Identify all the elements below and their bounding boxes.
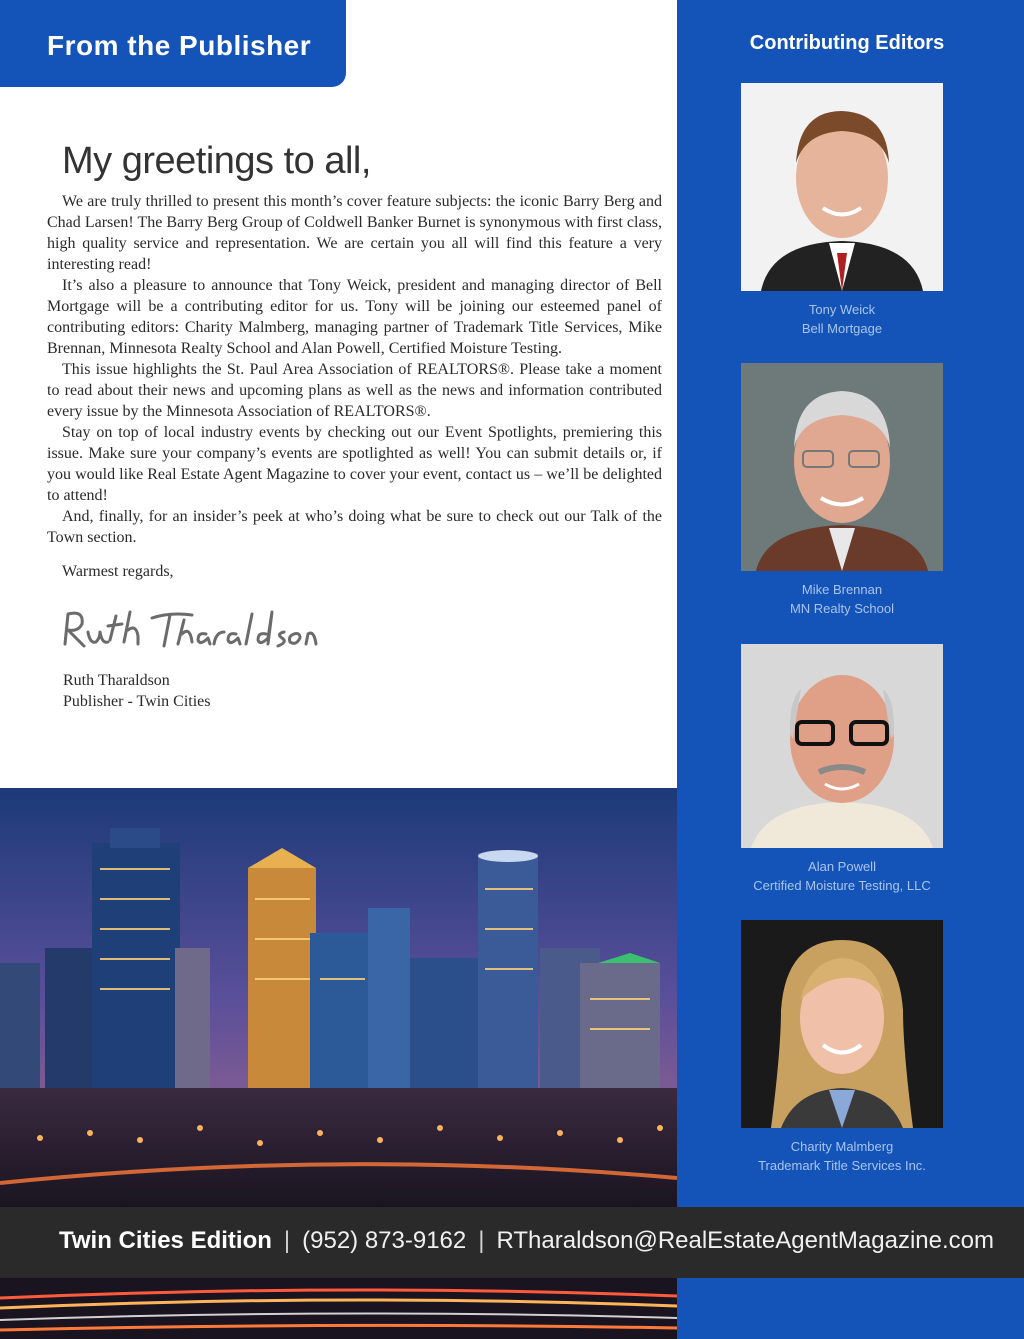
footer-contact-line [59, 1227, 994, 1255]
editor-company: Trademark Title Services Inc. [758, 1158, 926, 1173]
publisher-letter [47, 140, 662, 582]
footer-email[interactable]: RTharaldson@RealEstateAgentMagazine.com [496, 1227, 995, 1254]
editor-company: Certified Moisture Testing, LLC [753, 878, 931, 893]
editor-name: Charity Malmberg [790, 1139, 894, 1154]
footer-separator: | [283, 1227, 291, 1254]
contributing-editors-sidebar [677, 0, 1024, 1339]
editor-photo [741, 83, 943, 291]
highway-photo-strip [0, 1278, 677, 1339]
editor-name: Alan Powell [808, 859, 876, 874]
publisher-title: Publisher - Twin Cities [63, 693, 211, 710]
section-title: From the Publisher [47, 30, 312, 61]
letter-paragraph: We are truly thrilled to present this month’s cover feature subjects: the iconic Barry Berg and Chad Larsen! The Barry Berg Group of Coldwell Banker Burnet is synonymous with first class, high quality service and representation. We are certain you all will find this feature a very interesting read! [47, 193, 662, 273]
letter-greeting: My greetings to all, [62, 140, 371, 182]
city-skyline-photo [0, 788, 677, 1208]
editor-photo [741, 363, 943, 571]
footer-separator: | [478, 1227, 485, 1254]
letter-paragraph: It’s also a pleasure to announce that Tony Weick, president and managing director of Bell Mortgage will be a contributing editor for us. Tony will be joining our esteemed panel of contributing editors: Charity Malmberg, managing partner of Trademark Title Services, Mike Brennan, Minnesota Realty School and Alan Powell, Certified Moisture Testing. [47, 277, 662, 357]
editor-company: Bell Mortgage [801, 321, 883, 336]
editor-company: MN Realty School [789, 601, 895, 616]
editor-name: Tony Weick [808, 302, 876, 317]
editor-card [741, 644, 943, 895]
contact-footer-bar [0, 1207, 1024, 1278]
section-header-tab [0, 0, 346, 87]
editor-card [741, 83, 943, 338]
letter-paragraph: And, finally, for an insider’s peek at who’s doing what be sure to check out our Talk of the Town section. [47, 508, 662, 546]
editor-photo [741, 920, 943, 1128]
editor-card [741, 920, 943, 1175]
letter-paragraph: Stay on top of local industry events by checking out our Event Spotlights, premiering this issue. Make sure your company’s events are spotlighted as well! You can submit details or, if you would like Real Estate Agent Magazine to cover your event, contact us – we’ll be delighted to attend! [47, 424, 662, 504]
footer-phone[interactable]: (952) 873-9162 [302, 1227, 467, 1254]
editor-photo [741, 644, 943, 848]
footer-edition: Twin Cities Edition [59, 1227, 272, 1254]
sidebar-title: Contributing Editors [749, 32, 945, 54]
editor-name: Mike Brennan [801, 582, 883, 597]
publisher-name: Ruth Tharaldson [63, 672, 170, 689]
publisher-signoff [63, 670, 210, 712]
letter-closing: Warmest regards, [62, 563, 174, 580]
handwritten-signature [60, 606, 320, 656]
editor-card [741, 363, 943, 618]
letter-paragraph: This issue highlights the St. Paul Area Association of REALTORS®. Please take a moment to read about their news and upcoming plans as well as the news and information contributed every issue by the Minnesota Association of REALTORS®. [47, 361, 662, 420]
